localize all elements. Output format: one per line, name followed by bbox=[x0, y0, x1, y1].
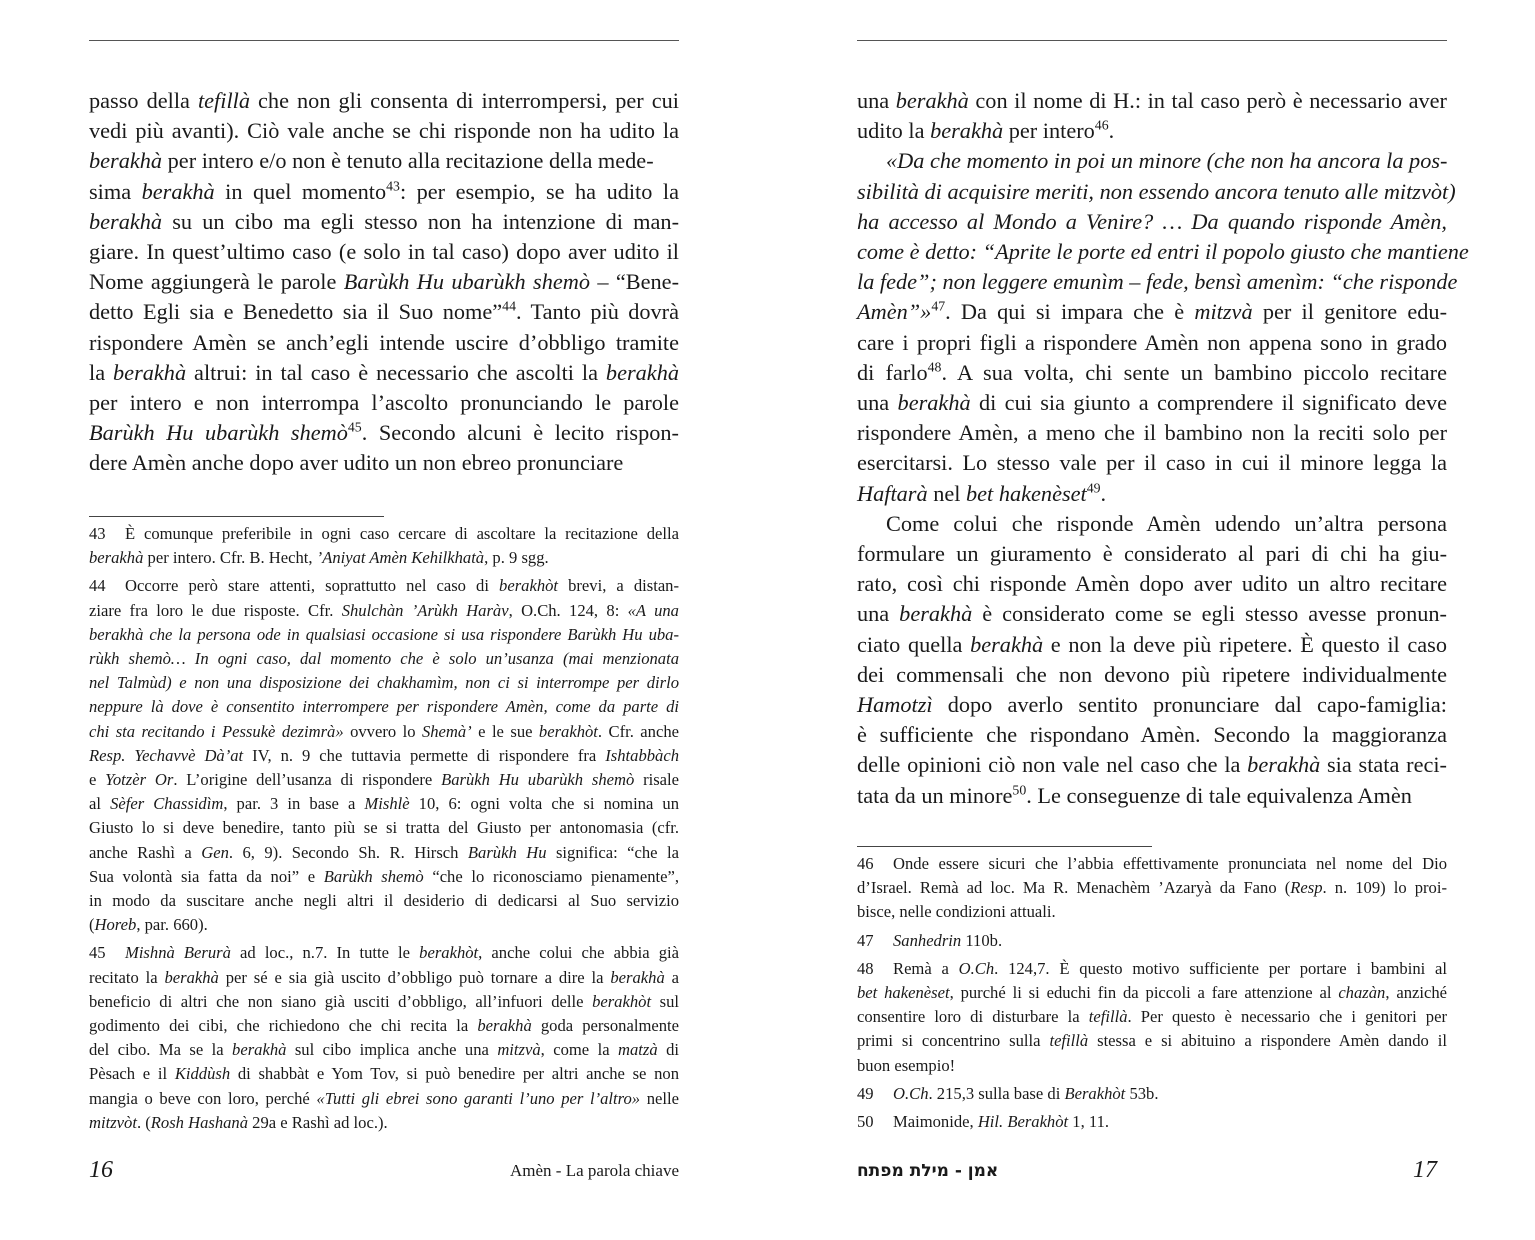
footnote-line: 49 O.Ch. 215,3 sulla base di Berakhòt 53b. bbox=[857, 1082, 1447, 1106]
text-line: ciato quella berakhà e non la deve più ripetere. È questo il caso bbox=[857, 631, 1447, 657]
footnote-line: e Yotzèr Or. L’origine dell’usanza di rispondere Barùkh Hu ubarùkh shemò risale bbox=[89, 770, 680, 790]
text-line: di farlo$^{48}$. A sua volta, chi sente un bambino piccolo recitare bbox=[857, 359, 1448, 385]
body-text bbox=[89, 86, 679, 479]
footnote-ref[interactable]: 46 bbox=[1094, 117, 1109, 133]
footnote-ref[interactable]: 43 bbox=[386, 178, 400, 194]
footnote-line: Resp. Yechavvè Dà’at IV, n. 9 che tuttavia permette di rispondere fra Ishtabbàch bbox=[89, 745, 679, 765]
text-line: giare. In quest’ultimo caso (e solo in tal caso) dopo aver udito il bbox=[89, 239, 679, 265]
footnote-line: buon esempio! bbox=[857, 1055, 956, 1075]
footnote-line: neppure là dove è consentito interrompere per rispondere Amèn, come da parte di bbox=[89, 697, 679, 717]
footnote-line: anche Rashì a Gen. 6, 9). Secondo Sh. R. Hirsch Barùkh Hu significa: “che la bbox=[89, 842, 679, 862]
footnote-ref[interactable]: 44 bbox=[502, 298, 516, 314]
footnote-line: 47 Sanhedrin 110b. bbox=[857, 929, 1447, 953]
text-line: udito la berakhà per intero$^{46}$. bbox=[857, 117, 1115, 144]
footnote-line: 50 Maimonide, Hil. Berakhòt 1, 11. bbox=[857, 1110, 1447, 1134]
footnote-line: godimento dei cibi, che richiedono che chi recita la berakhà goda personalmente bbox=[89, 1016, 679, 1036]
footnote-45 bbox=[89, 941, 679, 1135]
right-page bbox=[857, 0, 1469, 1240]
footnote-separator bbox=[857, 846, 1152, 847]
text-line: dere Amèn anche dopo aver udito un non ebreo pronunciare bbox=[89, 450, 624, 476]
text-line: detto Egli sia e Benedetto sia il Suo nome”$^{44}$. Tanto più dovrà bbox=[89, 298, 679, 325]
footnote-line: Giusto lo si deve benedire, tanto più se si tratta del Giusto per antonomasia (cfr. bbox=[89, 818, 679, 838]
text-line: berakhà per intero e/o non è tenuto alla recitazione della mede- bbox=[89, 148, 654, 174]
footnote-number: 44 bbox=[89, 576, 106, 596]
text-line: vedi più avanti). Ciò vale anche se chi risponde non ha udito la bbox=[89, 118, 679, 144]
footnote-43 bbox=[89, 522, 679, 570]
footnote-line: 44 Occorre però stare attenti, soprattutto nel caso di berakhòt brevi, a distan- bbox=[89, 574, 679, 598]
header-rule bbox=[857, 40, 1447, 41]
text-line: una berakhà è considerato come se egli stesso avesse pronun- bbox=[857, 601, 1447, 627]
footnote-number: 49 bbox=[857, 1083, 874, 1103]
footnote-line: bet hakenèset, purché li si educhi fin da piccoli a fare attenzione al chazàn, anziché bbox=[857, 983, 1448, 1003]
footnote-line: al Sèfer Chassidìm, par. 3 in base a Mishlè 10, 6: ogni volta che si nomina un bbox=[89, 794, 680, 814]
text-line: Amèn”»$^{47}$. Da qui si impara che è mitzvà per il genitore edu- bbox=[857, 298, 1448, 325]
footnote-line: Pèsach e il Kiddùsh di shabbàt e Yom Tov, si può benedire per altri anche se non bbox=[89, 1064, 679, 1084]
text-line: una berakhà di cui sia giunto a comprendere il significato deve bbox=[857, 390, 1447, 416]
text-line: esercitarsi. Lo stesso vale per il caso in cui il minore legga la bbox=[857, 450, 1447, 476]
footnote-48 bbox=[857, 957, 1447, 1078]
footnote-line: 48 Remà a O.Ch. 124,7. È questo motivo sufficiente per portare i bambini al bbox=[857, 957, 1447, 981]
footnote-ref[interactable]: 47 bbox=[931, 298, 946, 314]
running-head: Amèn - La parola chiave bbox=[510, 1161, 679, 1180]
page-number: 16 bbox=[89, 1157, 113, 1183]
page-number: 17 bbox=[1413, 1157, 1437, 1183]
text-line: «Da che momento in poi un minore (che non ha ancora la pos- bbox=[886, 148, 1448, 174]
footnote-number: 48 bbox=[857, 958, 874, 978]
text-line: rispondere Amèn se anch’egli intende uscire d’obbligo tramite bbox=[89, 329, 679, 355]
footnote-line: recitato la berakhà per sé e sia già uscito d’obbligo può tornare a dire la berakhà a bbox=[89, 967, 679, 987]
body-text bbox=[857, 86, 1469, 811]
text-line: Come colui che risponde Amèn udendo un’altra persona bbox=[886, 510, 1447, 536]
footnotes bbox=[89, 522, 679, 1139]
text-line: Hamotzì dopo averlo sentito pronunciare dal capo-famiglia: bbox=[857, 692, 1447, 718]
text-line: Nome aggiungerà le parole Barùkh Hu ubarùkh shemò – “Bene- bbox=[89, 269, 680, 295]
text-line: Haftarà nel bet hakenèset$^{49}$. bbox=[857, 480, 1107, 506]
footnote-number: 50 bbox=[857, 1112, 874, 1132]
footnote-line: 45 Mishnà Berurà ad loc., n.7. In tutte le berakhòt, anche colui che abbia già bbox=[89, 941, 679, 965]
header-rule bbox=[89, 40, 679, 41]
footnote-line: rùkh shemò… In ogni caso, dal momento che è solo un’usanza (mai menzionata bbox=[89, 649, 679, 669]
footnote-50 bbox=[857, 1110, 1447, 1134]
footnote-line: Sua volontà sia fatta da noi” e Barùkh shemò “che lo riconosciamo pienamente”, bbox=[89, 866, 679, 886]
footnote-number: 47 bbox=[857, 930, 874, 950]
text-line: dei commensali che non devono più ripetere individualmente bbox=[857, 661, 1447, 687]
footnote-line: consentire loro di disturbare la tefillà. Per questo è necessario che i genitori per bbox=[857, 1007, 1447, 1027]
footnote-line: 43 È comunque preferibile in ogni caso cercare di ascoltare la recitazione della bbox=[89, 522, 679, 546]
footnote-49 bbox=[857, 1082, 1447, 1106]
footnote-line: in modo da suscitare anche negli altri il desiderio di dedicarsi al Suo servizio bbox=[89, 891, 679, 911]
footnote-line: (Horeb, par. 660). bbox=[89, 915, 208, 935]
text-line: formulare un giuramento è considerato al pari di chi ha giu- bbox=[857, 541, 1447, 567]
footnote-line: mangia o beve con loro, perché «Tutti gli ebrei sono garanti l’uno per l’altro» nelle bbox=[89, 1088, 679, 1108]
text-line: la berakhà altrui: in tal caso è necessario che ascolti la berakhà bbox=[89, 359, 679, 385]
footnote-line: d’Israel. Remà ad loc. Ma R. Menachèm ’Azaryà da Fano (Resp. n. 109) lo proi- bbox=[857, 878, 1447, 898]
footnote-ref[interactable]: 49 bbox=[1086, 480, 1101, 496]
text-line: una berakhà con il nome di H.: in tal caso però è necessario aver bbox=[857, 88, 1447, 113]
footnote-44 bbox=[89, 574, 679, 937]
footnote-line: bisce, nelle condizioni attuali. bbox=[857, 902, 1056, 922]
footnote-number: 43 bbox=[89, 524, 106, 543]
text-line: tata da un minore$^{50}$. Le conseguenze di tale equivalenza Amèn bbox=[857, 782, 1412, 808]
left-page bbox=[89, 0, 679, 1240]
text-line: sima berakhà in quel momento$^{43}$: per esempio, se ha udito la bbox=[89, 178, 679, 204]
text-line: delle opinioni ciò non vale nel caso che la berakhà sia stata reci- bbox=[857, 752, 1447, 778]
footnote-line: mitzvòt. (Rosh Hashanà 29a e Rashì ad loc.). bbox=[89, 1112, 388, 1132]
running-head: אמן - מילת מפתח bbox=[857, 1161, 999, 1181]
footnote-number: 45 bbox=[89, 943, 106, 963]
text-line: rispondere Amèn, a meno che il bambino non la reciti solo per bbox=[857, 420, 1447, 446]
text-line: rato, così chi risponde Amèn dopo aver udito un altro recitare bbox=[857, 571, 1447, 597]
footnote-number: 46 bbox=[857, 854, 874, 873]
footnote-ref[interactable]: 45 bbox=[347, 419, 362, 435]
footnote-line: chi sta recitando i Pessukè dezimrà» ovvero lo Shemà’ e le sue berakhòt. Cfr. anche bbox=[89, 721, 679, 741]
footnote-47 bbox=[857, 929, 1447, 953]
text-line: passo della tefillà che non gli consenta di interrompersi, per cui bbox=[89, 88, 679, 113]
footnote-line: nel Talmùd) e non una disposizione dei chakhamìm, non ci si interrompe per dirlo bbox=[89, 673, 679, 693]
footnote-line: del cibo. Ma se la berakhà sul cibo implica anche una mitzvà, come la matzà di bbox=[89, 1040, 679, 1060]
text-line: care i propri figli a rispondere Amèn non appena sono in grado bbox=[857, 329, 1447, 355]
footnote-line: ziare fra loro le due risposte. Cfr. Shulchàn ’Arùkh Haràv, O.Ch. 124, 8: «A una bbox=[89, 600, 679, 620]
footnote-line: berakhà che la persona ode in qualsiasi occasione si usa rispondere Barùkh Hu uba- bbox=[89, 624, 679, 644]
footnote-46 bbox=[857, 852, 1447, 925]
footnote-line: beneficio di altri che non siano già usciti d’obbligo, all’infuori delle berakhòt sul bbox=[89, 991, 680, 1011]
text-line: Barùkh Hu ubarùkh shemò$^{45}$. Secondo alcuni è lecito rispon- bbox=[89, 419, 679, 446]
text-line: la fede”; non leggere emunìm – fede, bensì amenìm: “che risponde bbox=[857, 269, 1458, 295]
footnote-line: primi si concentrino sulla tefillà stessa e si abituino a rispondere Amèn dando il bbox=[857, 1031, 1447, 1051]
text-line: sibilità di acquisire meriti, non essendo ancora tenuto alle mitzvòt) bbox=[857, 178, 1456, 204]
text-line: è sufficiente che rispondano Amèn. Secondo la maggioranza bbox=[857, 722, 1447, 748]
text-line: come è detto: “Aprite le porte ed entri il popolo giusto che mantiene bbox=[857, 239, 1469, 265]
footnote-separator bbox=[89, 516, 384, 517]
footnote-line: berakhà per intero. Cfr. B. Hecht, ’Aniyat Amèn Kehilkhatà, p. 9 sgg. bbox=[89, 548, 549, 568]
footnote-ref[interactable]: 50 bbox=[1012, 782, 1027, 798]
footnote-ref[interactable]: 48 bbox=[927, 359, 942, 375]
footnotes bbox=[857, 852, 1447, 1138]
text-line: berakhà su un cibo ma egli stesso non ha intenzione di man- bbox=[89, 208, 679, 234]
footnote-line: 46 Onde essere sicuri che l’abbia effettivamente pronunciata nel nome del Dio bbox=[857, 852, 1447, 876]
text-line: ha accesso al Mondo a Venire? … Da quando risponde Amèn, bbox=[857, 208, 1447, 234]
text-line: per intero e non interrompa l’ascolto pronunciando le parole bbox=[89, 390, 679, 416]
